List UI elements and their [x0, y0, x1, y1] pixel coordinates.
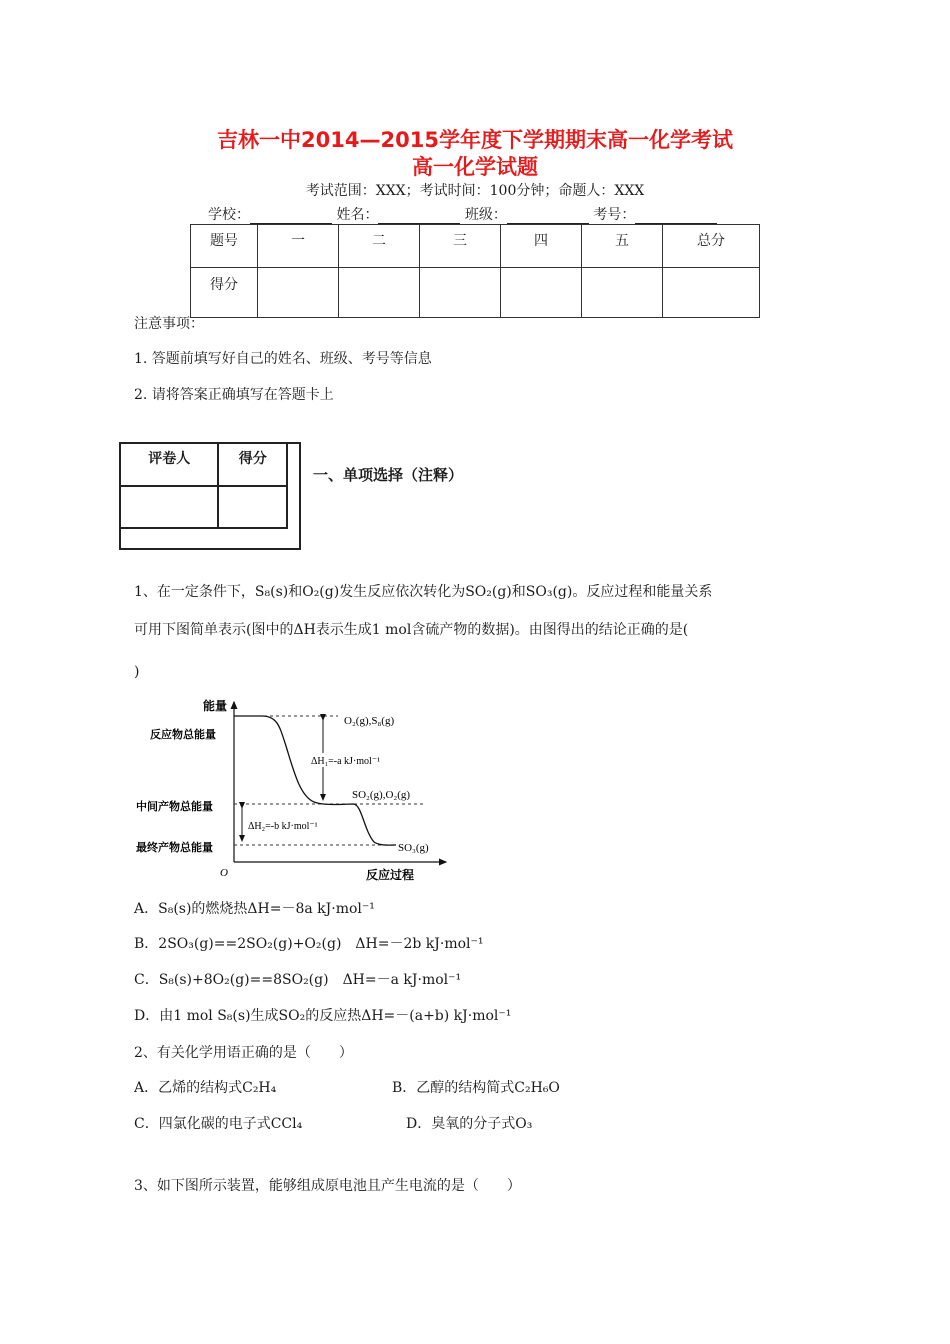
y-axis-label: 能量 — [203, 699, 228, 713]
q1-option-c[interactable]: C．S₈(s)+8O₂(g)==8SO₂(g) ΔH=－a kJ·mol⁻¹ — [134, 972, 462, 988]
grader-cell[interactable] — [218, 486, 287, 528]
score-cell[interactable] — [258, 268, 339, 318]
notes-heading: 注意事项： — [134, 316, 204, 332]
score-col-3: 三 — [420, 225, 501, 268]
note-item: 2. 请将答案正确填写在答题卡上 — [134, 387, 334, 403]
q1-option-b[interactable]: B．2SO₃(g)==2SO₂(g)+O₂(g) ΔH=－2b kJ·mol⁻¹ — [134, 936, 484, 952]
score-table-header-row — [191, 225, 760, 268]
q2-option-b[interactable]: B．乙醇的结构简式C₂H₆O — [392, 1080, 560, 1096]
score-row-label-number: 题号 — [191, 225, 258, 268]
student-info-fields — [208, 204, 717, 224]
score-col-4: 四 — [501, 225, 582, 268]
final-level-label: 最终产物总能量 — [136, 842, 213, 854]
score-cell[interactable] — [663, 268, 760, 318]
score-col-total: 总分 — [663, 225, 760, 268]
exam-number-label: 考号： — [593, 207, 636, 223]
dh2-label: ΔH₂=-b kJ·mol⁻¹ — [248, 821, 318, 832]
species-top-label: O₂(g),S₈(g) — [344, 715, 395, 727]
intermediate-level-label: 中间产物总能量 — [136, 801, 213, 813]
class-blank[interactable] — [507, 207, 589, 224]
q1-option-a[interactable]: A．S₈(s)的燃烧热ΔH=－8a kJ·mol⁻¹ — [134, 901, 375, 917]
q2-stem: 2、有关化学用语正确的是（ ） — [134, 1045, 353, 1061]
grader-score-label: 得分 — [218, 443, 287, 486]
score-row-label-score: 得分 — [191, 268, 258, 318]
exam-title: 吉林一中2014—2015学年度下学期期末高一化学考试 — [217, 128, 733, 152]
score-cell[interactable] — [582, 268, 663, 318]
q1-stem-line3: ) — [134, 664, 140, 680]
score-cell[interactable] — [339, 268, 420, 318]
origin-label: O — [220, 867, 228, 879]
dh1-label: ΔH₁=-a kJ·mol⁻¹ — [311, 756, 381, 767]
grader-table — [119, 442, 288, 529]
q2-option-c[interactable]: C．四氯化碳的电子式CCl₄ — [134, 1116, 303, 1132]
score-cell[interactable] — [420, 268, 501, 318]
score-cell[interactable] — [501, 268, 582, 318]
grader-label: 评卷人 — [120, 443, 218, 486]
score-col-5: 五 — [582, 225, 663, 268]
species-mid-label: SO₂(g),O₂(g) — [352, 789, 411, 801]
score-table-score-row — [191, 268, 760, 318]
q1-stem-line2: 可用下图简单表示(图中的ΔH表示生成1 mol含硫产物的数据)。由图得出的结论正确的是( — [134, 622, 689, 638]
reactant-level-label: 反应物总能量 — [150, 729, 216, 741]
score-table — [190, 224, 760, 318]
name-blank[interactable] — [378, 207, 460, 224]
exam-number-blank[interactable] — [635, 207, 717, 224]
grader-cell[interactable] — [120, 486, 218, 528]
school-label: 学校： — [208, 207, 250, 223]
school-blank[interactable] — [250, 207, 332, 224]
exam-subtitle: 高一化学试题 — [412, 155, 538, 179]
score-col-2: 二 — [339, 225, 420, 268]
x-axis-label: 反应过程 — [366, 868, 415, 882]
score-col-1: 一 — [258, 225, 339, 268]
q2-option-d[interactable]: D．臭氧的分子式O₃ — [406, 1116, 533, 1132]
q3-stem: 3、如下图所示装置，能够组成原电池且产生电流的是（ ） — [134, 1178, 521, 1194]
species-bottom-label: SO₃(g) — [398, 842, 429, 854]
section-heading: 一、单项选择（注释） — [313, 466, 464, 484]
class-label: 班级： — [464, 207, 507, 223]
q1-option-d[interactable]: D．由1 mol S₈(s)生成SO₂的反应热ΔH=－(a+b) kJ·mol⁻¹ — [134, 1008, 512, 1024]
q2-option-a[interactable]: A．乙烯的结构式C₂H₄ — [134, 1080, 277, 1096]
name-label: 姓名： — [336, 207, 379, 223]
note-item: 1. 答题前填写好自己的姓名、班级、考号等信息 — [134, 351, 432, 367]
exam-meta: 考试范围：XXX；考试时间：100分钟；命题人：XXX — [305, 183, 645, 199]
energy-diagram — [128, 690, 458, 886]
q1-stem-line1: 1、在一定条件下，S₈(s)和O₂(g)发生反应依次转化为SO₂(g)和SO₃(g)。反应过程和能量关系 — [134, 584, 713, 600]
